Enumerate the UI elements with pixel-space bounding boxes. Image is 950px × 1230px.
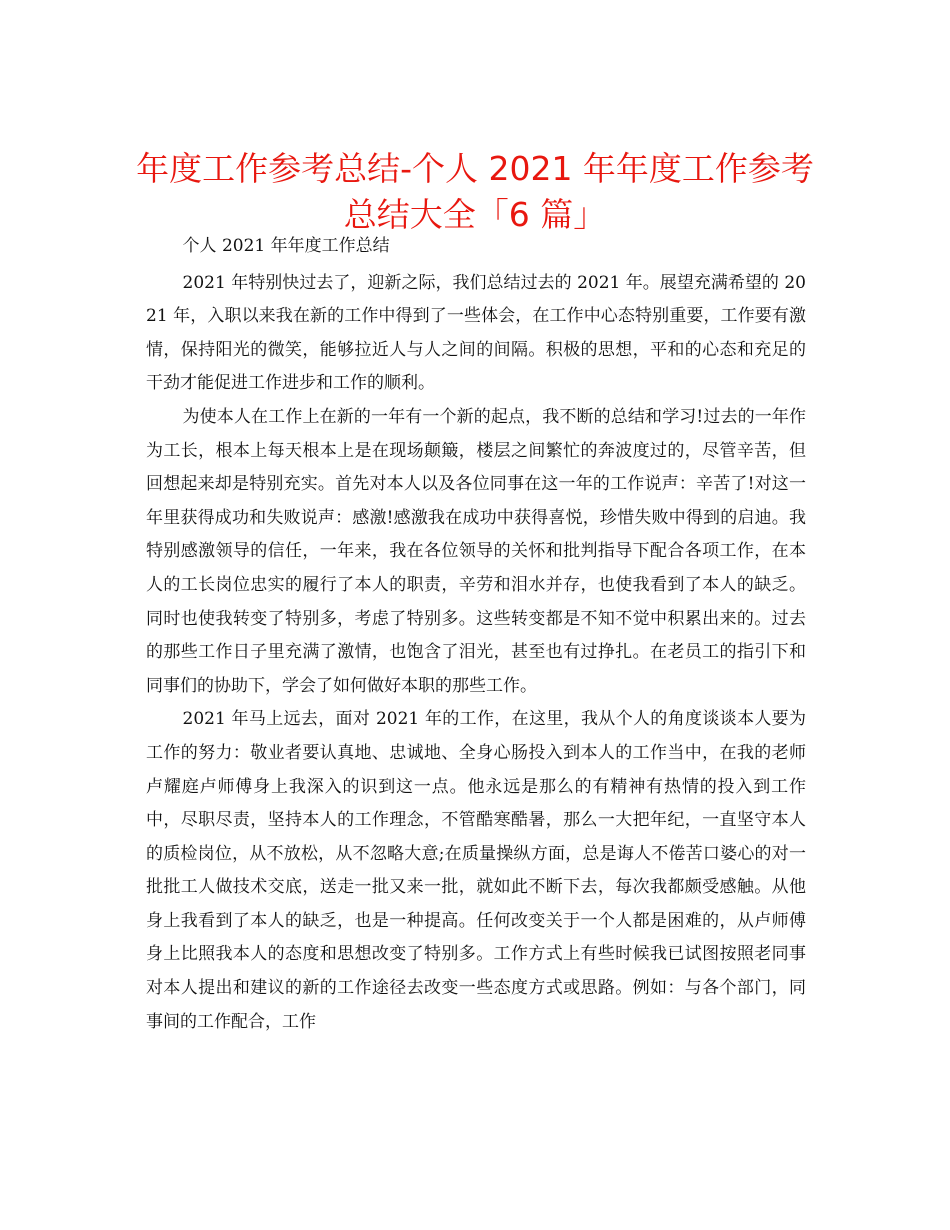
body-paragraph-1: 2021 年特别快过去了，迎新之际，我们总结过去的 2021 年。展望充满希望的 2021 年，入职以来我在新的工作中得到了一些体会，在工作中心态特别重要，工作要有激情，保持阳光的微笑，能够拉近人与人之间的间隔。积极的思想，平和的心态和充足的干劲才能促进工作进步和工作的顺利。 bbox=[146, 272, 806, 394]
section-subheading: 个人 2021 年年度工作总结 bbox=[182, 236, 390, 256]
document-title-line-2: 总结大全「6 篇」 bbox=[343, 195, 607, 235]
document-body bbox=[146, 230, 806, 1039]
document-title bbox=[130, 146, 820, 238]
document-title-line-1: 年度工作参考总结-个人 2021 年年度工作参考 bbox=[136, 149, 814, 189]
body-paragraph-2: 为使本人在工作上在新的一年有一个新的起点，我不断的总结和学习!过去的一年作为工长，根本上每天根本上是在现场颠簸，楼层之间繁忙的奔波度过的，尽管辛苦，但回想起来却是特别充实。首先对本人以及各位同事在这一年的工作说声：辛苦了!对这一年里获得成功和失败说声：感激!感激我在成功中获得喜悦，珍惜失败中得到的启迪。我特别感激领导的信任，一年来，我在各位领导的关怀和批判指导下配合各项工作，在本人的工长岗位忠实的履行了本人的职责，辛劳和泪水并存，也使我看到了本人的缺乏。同时也使我转变了特别多，考虑了特别多。这些转变都是不知不觉中积累出来的。过去的那些工作日子里充满了激情，也饱含了泪光，甚至也有过挣扎。在老员工的指引下和同事们的协助下，学会了如何做好本职的那些工作。 bbox=[146, 406, 806, 696]
body-paragraph-3: 2021 年马上远去，面对 2021 年的工作，在这里，我从个人的角度谈谈本人要为工作的努力：敬业者要认真地、忠诚地、全身心肠投入到本人的工作当中，在我的老师卢耀庭卢师傅身上我深入的识到这一点。他永远是那么的有精神有热情的投入到工作中，尽职尽责，坚持本人的工作理念，不管酷寒酷暑，那么一大把年纪，一直坚守本人的质检岗位，从不放松，从不忽略大意;在质量操纵方面，总是诲人不倦苦口婆心的对一批批工人做技术交底，送走一批又来一批，就如此不断下去，每次我都颇受感触。从他身上我看到了本人的缺乏，也是一种提高。任何改变关于一个人都是困难的，从卢师傅身上比照我本人的态度和思想改变了特别多。工作方式上有些时候我已试图按照老同事对本人提出和建议的新的工作途径去改变一些态度方式或思路。例如：与各个部门，同事间的工作配合，工作 bbox=[146, 709, 806, 1032]
